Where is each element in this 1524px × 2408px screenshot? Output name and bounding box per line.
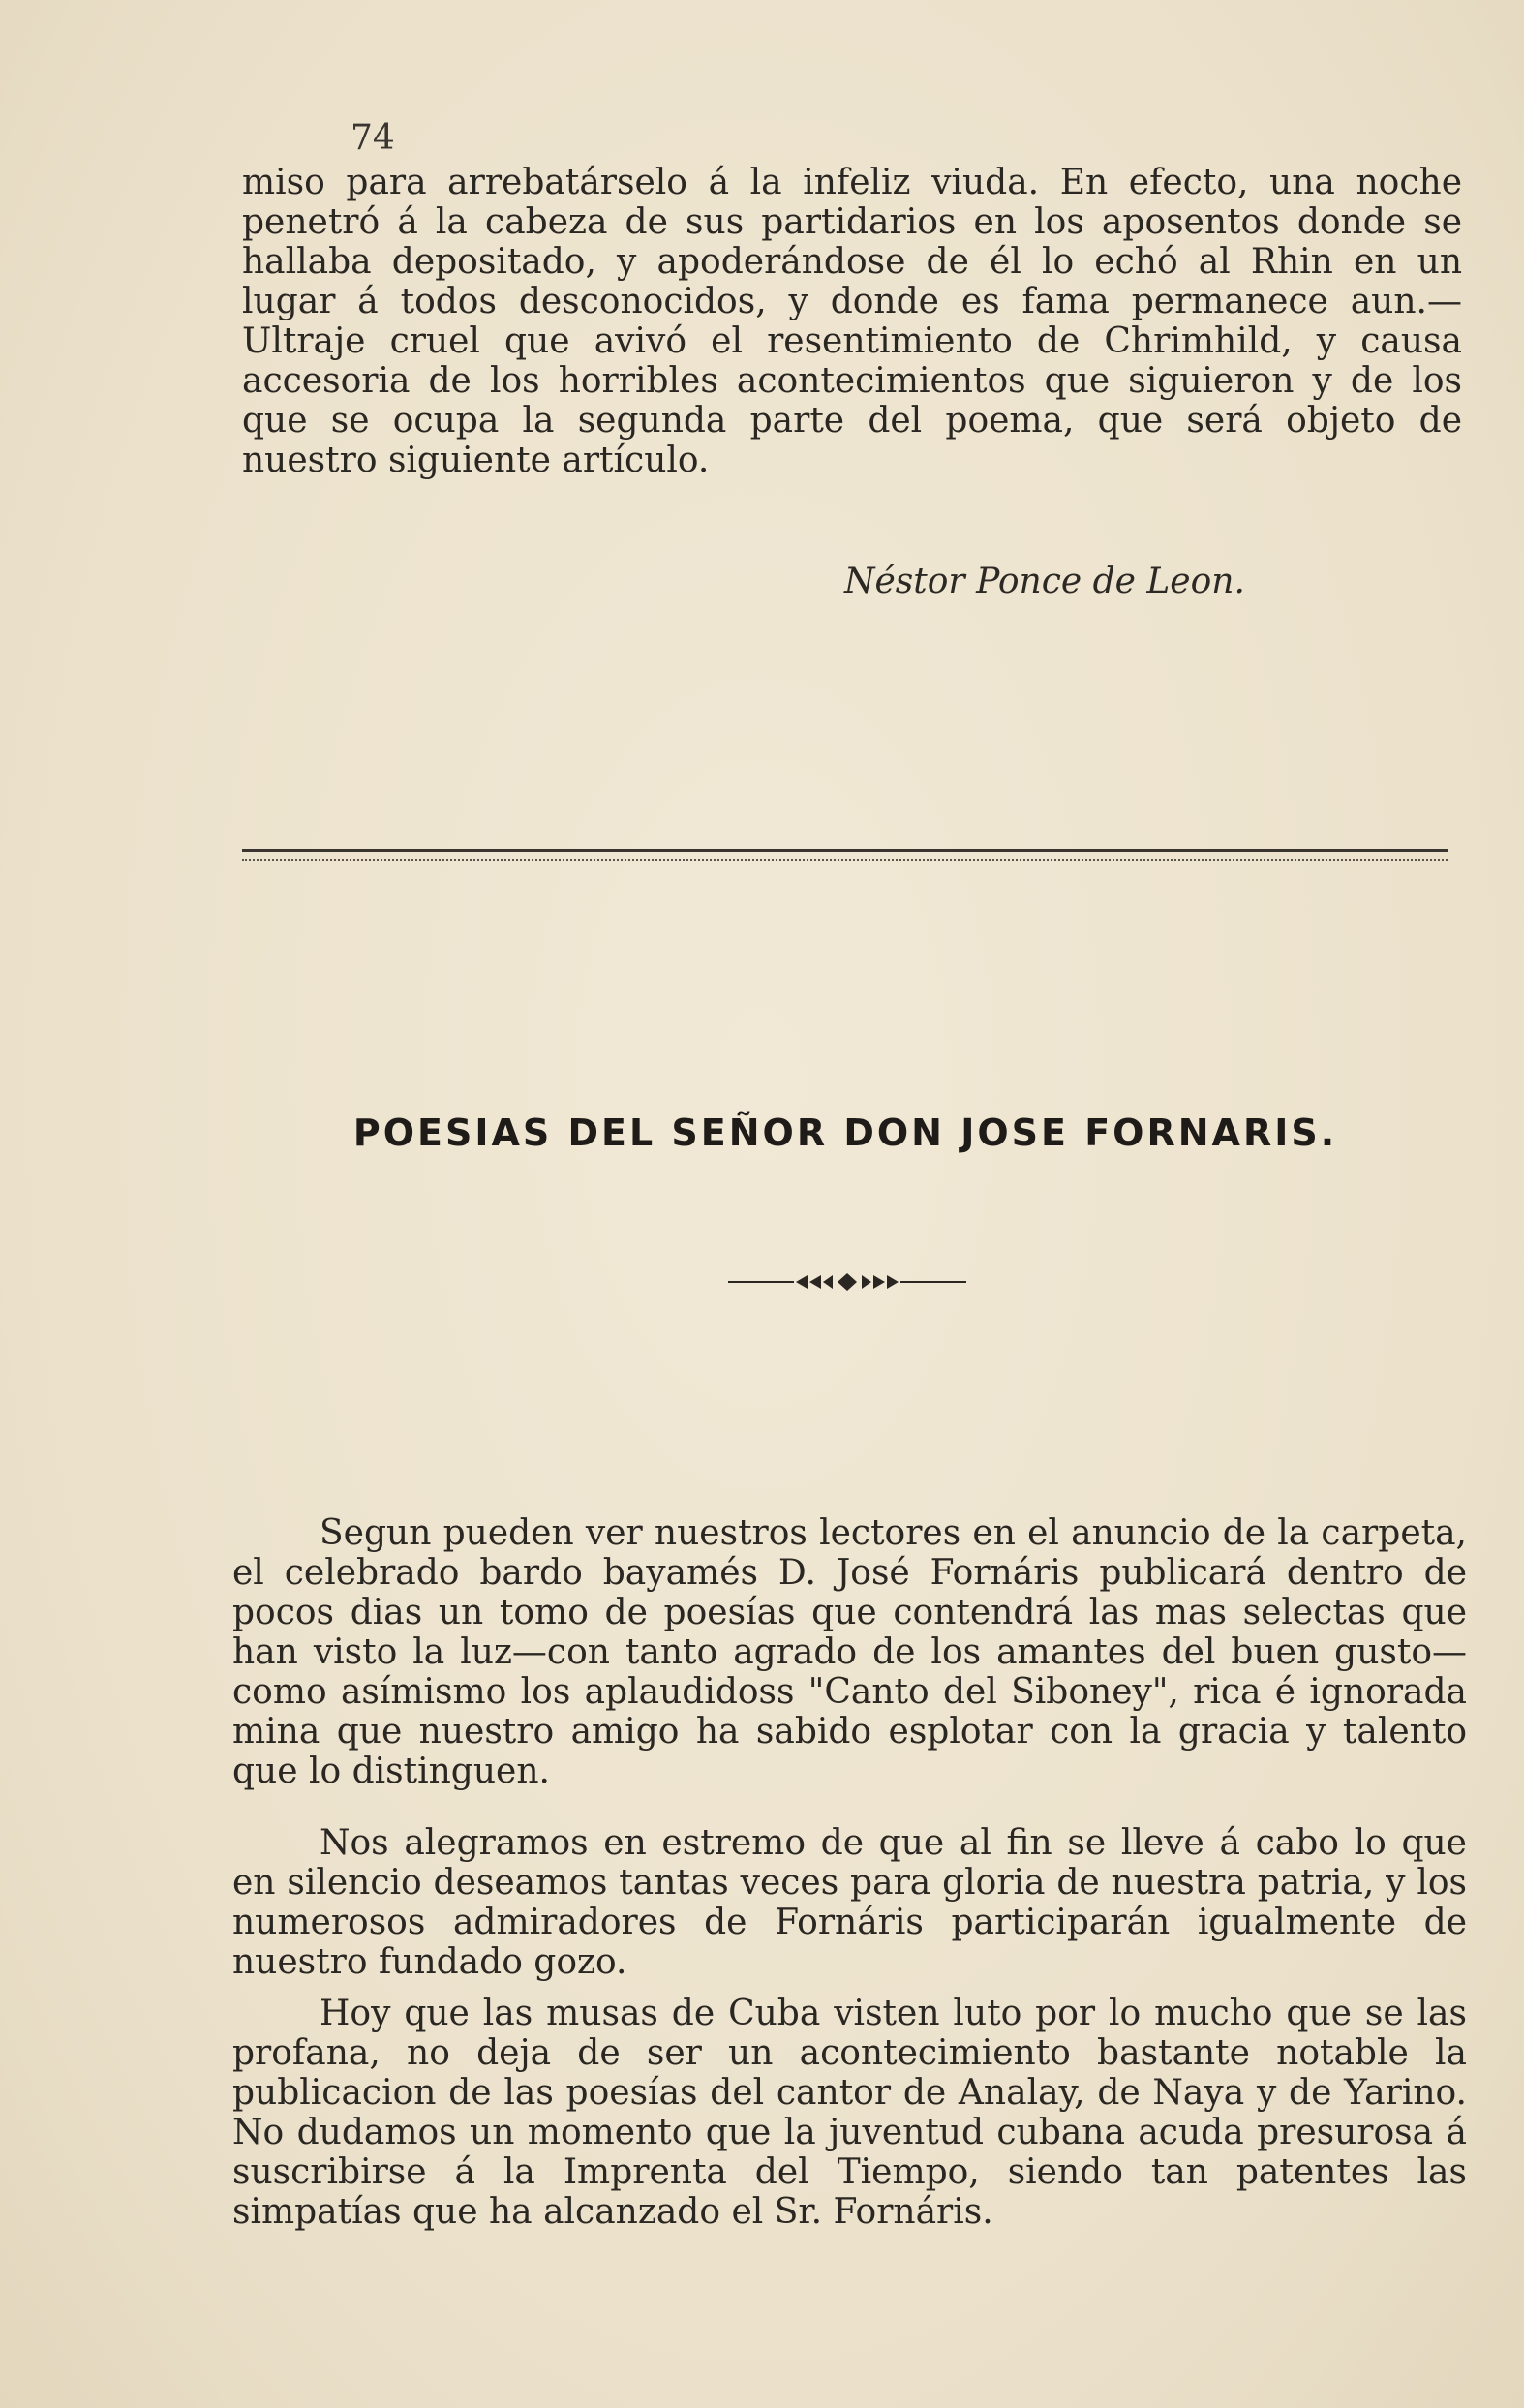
body-paragraph-3: Hoy que las musas de Cuba visten luto por lo mucho que se las profana, no deja de ser un acontecimiento bastante notable la publicacion de las poesías del cantor de Analay, de Naya y de Yarino. No dudamos un momento que la juventud cubana acuda presurosa á suscribirse á la Imprenta del Tiempo, siendo tan patentes las simpatías que ha alcanzado el Sr. Fornáris. [232, 1994, 1467, 2232]
section-divider-rule [242, 849, 1448, 861]
section-title: POESIAS DEL SEÑOR DON JOSE FORNARIS. [352, 1112, 1338, 1154]
article-closing-paragraph: miso para arrebatárselo á la infeliz viuda. En efecto, una noche penetró á la cabeza de sus partidarios en los aposentos donde se hallaba depositado, y apoderándose de él lo echó al Rhin en un lugar á todos desconocidos, y donde es fama permanece aun.—Ultraje cruel que avivó el resentimiento de Chrimhild, y causa accesoria de los horribles acontecimientos que siguieron y de los que se ocupa la segunda parte del poema, que será objeto de nuestro siguiente artículo. [242, 163, 1462, 480]
author-signature: Néstor Ponce de Leon. [844, 562, 1245, 601]
body-paragraph-2: Nos alegramos en estremo de que al fin se lleve á cabo lo que en silencio deseamos tantas veces para gloria de nuestra patria, y los numerosos admiradores de Fornáris participarán igualmente de nuestro fundado gozo. [232, 1823, 1467, 1982]
page-number: 74 [351, 118, 395, 158]
ornament-divider-icon [726, 1267, 968, 1296]
body-paragraph-1: Segun pueden ver nuestros lectores en el anuncio de la carpeta, el celebrado bardo bayamés D. José Fornáris publicará dentro de pocos dias un tomo de poesías que contendrá las mas selectas que han visto la luz—con tanto agrado de los amantes del buen gusto—como asímismo los aplaudidoss "Canto del Siboney", rica é ignorada mina que nuestro amigo ha sabido esplotar con la gracia y talento que lo distinguen. [232, 1513, 1467, 1791]
